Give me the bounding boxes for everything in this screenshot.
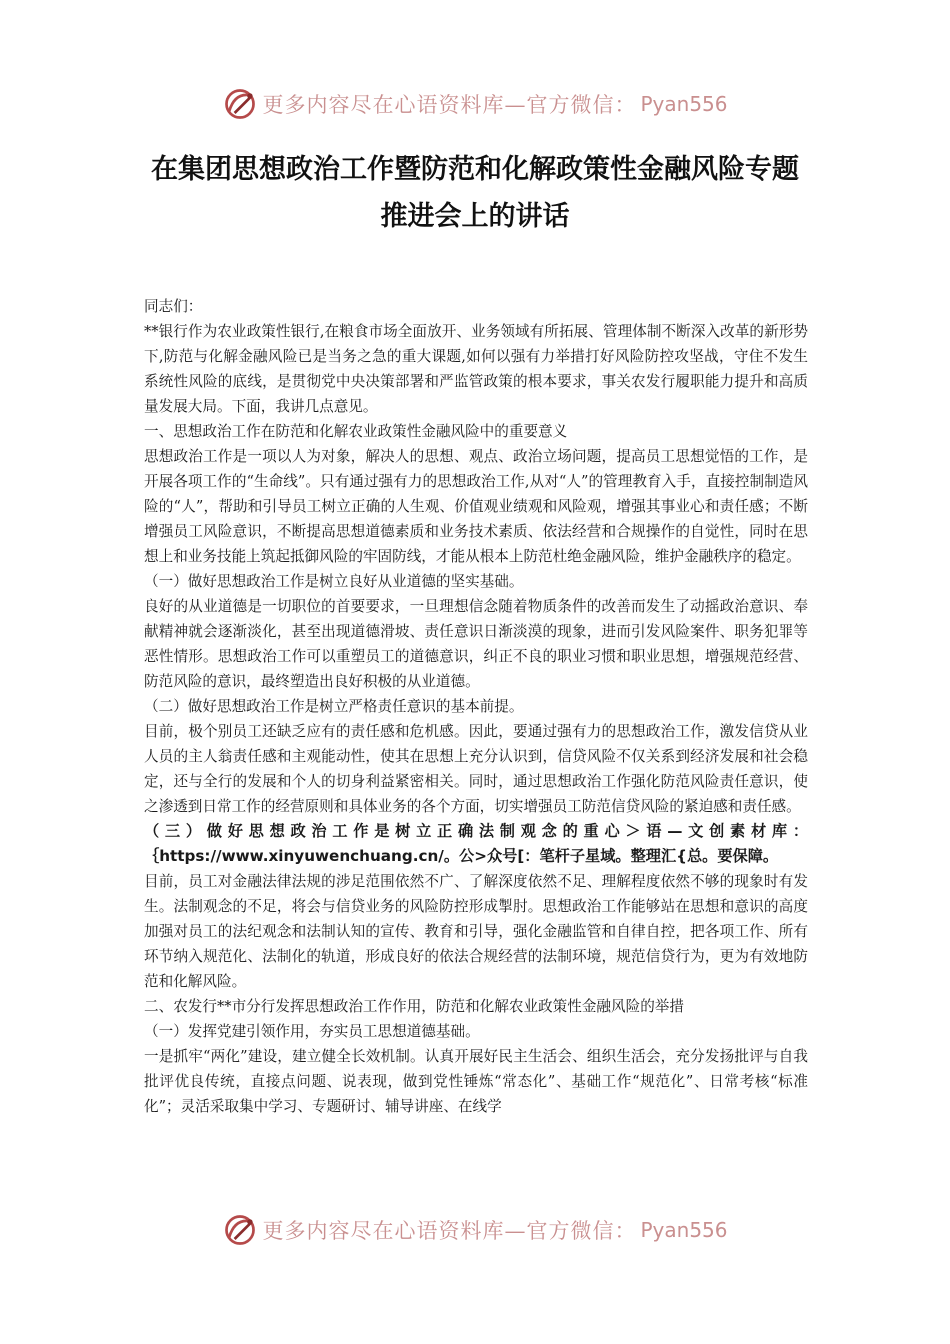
paragraph: 良好的从业道德是一切职位的首要要求，一旦理想信念随着物质条件的改善而发生了动摇政治意识、奉献精神就会逐渐淡化，甚至出现道德滑坡、责任意识日渐淡漠的现象，进而引发风险案件、职务犯罪等恶性情形。思想政治工作可以重塑员工的道德意识，纠正不良的职业习惯和职业思想，增强规范经营、防范风险的意识，最终塑造出良好积极的从业道德。 xyxy=(144,598,808,690)
logo-icon xyxy=(222,86,258,122)
banner-text: 更多内容尽在心语资料库—官方微信： xyxy=(262,1219,637,1243)
footer-banner xyxy=(0,1208,950,1252)
banner-wechat-id: Pyan556 xyxy=(640,1218,728,1242)
paragraph: 二、农发行**市分行发挥思想政治工作作用，防范和化解农业政策性金融风险的举措 xyxy=(144,998,684,1015)
paragraph: （一）做好思想政治工作是树立良好从业道德的坚实基础。 xyxy=(144,573,524,590)
banner-wechat-id: Pyan556 xyxy=(640,92,728,116)
paragraph: （二）做好思想政治工作是树立严格责任意识的基本前提。 xyxy=(144,698,524,715)
paragraph: 思想政治工作是一项以人为对象，解决人的思想、观点、政治立场问题，提高员工思想觉悟的工作，是开展各项工作的“生命线”。只有通过强有力的思想政治工作,从对“人”的管理教育入手，直接控制制造风险的“人”，帮助和引导员工树立正确的人生观、价值观业绩观和风险观，增强其事业心和责任感；不断增强员工风险意识，不断提高思想道德素质和业务技术素质、依法经营和合规操作的自觉性，同时在思想上和业务技能上筑起抵御风险的牢固防线，才能从根本上防范杜绝金融风险，维护金融秩序的稳定。 xyxy=(144,448,808,565)
paragraph: 一是抓牢“两化”建设，建立健全长效机制。认真开展好民主生活会、组织生活会，充分发扬批评与自我批评优良传统，直接点问题、说表现，做到党性锤炼“常态化”、基础工作“规范化”、日常考核“标准化”；灵活采取集中学习、专题研讨、辅导讲座、在线学 xyxy=(144,1048,808,1115)
paragraph: 同志们： xyxy=(144,298,203,315)
paragraph: **银行作为农业政策性银行,在粮食市场全面放开、业务领域有所拓展、管理体制不断深入改革的新形势下,防范与化解金融风险已是当务之急的重大课题,如何以强有力举措打好风险防控攻坚战，守住不发生系统性风险的底线，是贯彻党中央决策部署和严监管政策的根本要求，事关农发行履职能力提升和高质量发展大局。下面，我讲几点意见。 xyxy=(144,323,808,415)
paragraph: （一）发挥党建引领作用，夯实员工思想道德基础。 xyxy=(144,1023,480,1040)
paragraph: 目前，极个别员工还缺乏应有的责任感和危机感。因此，要通过强有力的思想政治工作，激发信贷从业人员的主人翁责任感和主观能动性，使其在思想上充分认识到，信贷风险不仅关系到经济发展和社会稳定，还与全行的发展和个人的切身利益紧密相关。同时，通过思想政治工作强化防范风险责任意识，使之渗透到日常工作的经营原则和具体业务的各个方面，切实增强员工防范信贷风险的紧迫感和责任感。 xyxy=(144,723,808,815)
header-banner xyxy=(0,82,950,126)
paragraph: 目前，员工对金融法律法规的涉足范围依然不广、了解深度依然不足、理解程度依然不够的现象时有发生。法制观念的不足，将会与信贷业务的风险防控形成掣肘。思想政治工作能够站在思想和意识的高度加强对员工的法纪观念和法制认知的宣传、教育和引导，强化金融监管和自律自控，把各项工作、所有环节纳入规范化、法制化的轨道，形成良好的依法合规经营的法制环境，规范信贷行为，更为有效地防范和化解风险。 xyxy=(144,873,808,990)
document-title: 在集团思想政治工作暨防范和化解政策性金融风险专题推进会上的讲话 xyxy=(151,154,799,232)
paragraph: 一、思想政治工作在防范和化解农业政策性金融风险中的重要意义 xyxy=(144,423,568,440)
paragraph: （三）做好思想政治工作是树立正确法制观念的重心＞语—文创素材库：｛https://www.xinyuwenchuang.cn/。公>众号[：笔杆子星域。整理汇{总。要保障。 xyxy=(144,822,808,865)
banner-text: 更多内容尽在心语资料库—官方微信： xyxy=(262,93,637,117)
logo-icon xyxy=(222,1212,258,1248)
document-body xyxy=(144,294,808,1119)
